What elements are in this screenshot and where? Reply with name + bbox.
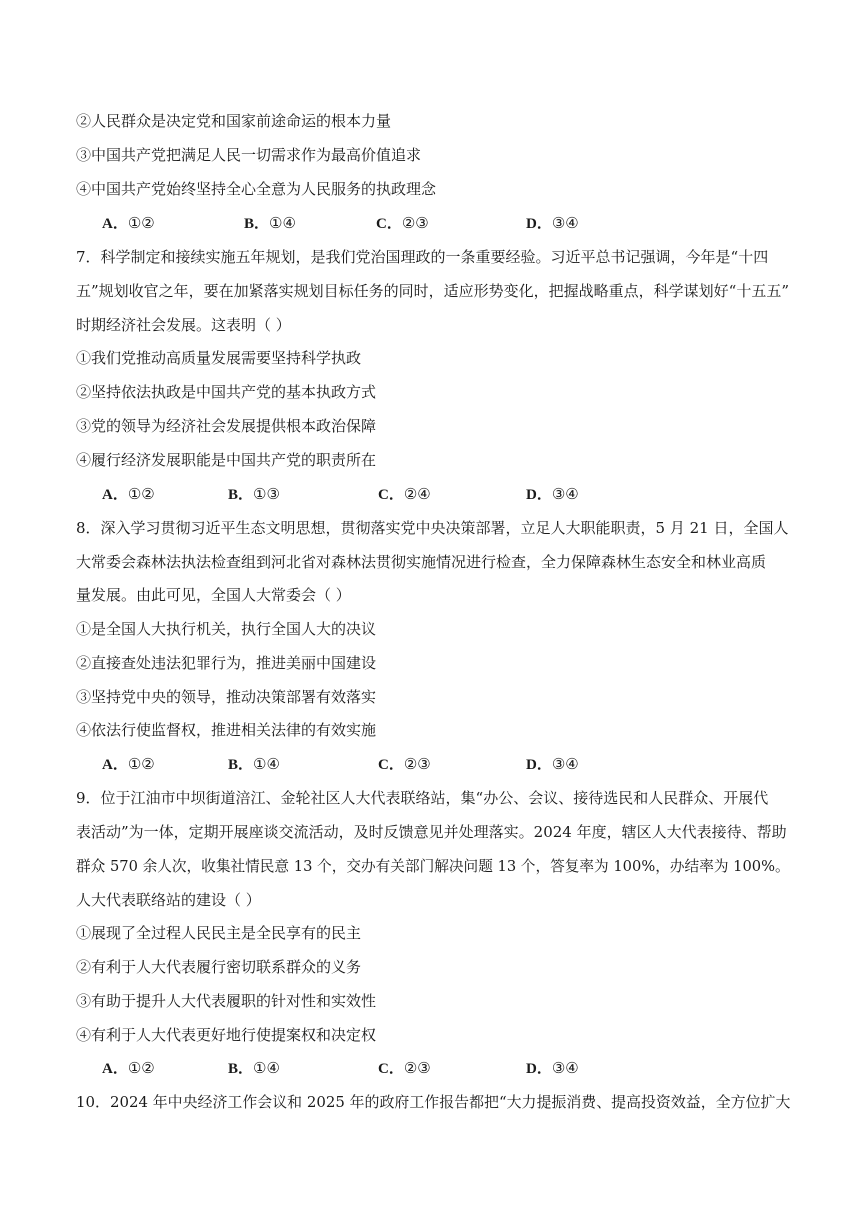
- question-stem: 五”规划收官之年，要在加紧落实规划目标任务的同时，适应形势变化，把握战略重点，科学谋划好“十五五”: [76, 282, 790, 300]
- question-stem: 量发展。由此可见，全国人大常委会（ ）: [76, 586, 351, 604]
- statement: ④中国共产党始终坚持全心全意为人民服务的执政理念: [76, 180, 437, 198]
- option-d[interactable]: D．③④: [526, 485, 579, 503]
- option-d[interactable]: D．③④: [526, 214, 579, 232]
- statement: ②人民群众是决定党和国家前途命运的根本力量: [76, 112, 392, 130]
- statement: ③有助于提升人大代表履职的针对性和实效性: [76, 992, 377, 1010]
- statement: ④依法行使监督权，推进相关法律的有效实施: [76, 721, 377, 739]
- option-c[interactable]: C．②③: [378, 755, 431, 773]
- question-stem: 9．位于江油市中坝街道涪江、金轮社区人大代表联络站，集“办公、会议、接待选民和人民群众、开展代: [76, 789, 769, 807]
- option-c[interactable]: C．②③: [376, 214, 429, 232]
- option-b[interactable]: B．①④: [228, 755, 280, 773]
- statement: ③党的领导为经济社会发展提供根本政治保障: [76, 417, 377, 435]
- statement: ③坚持党中央的领导，推动决策部署有效落实: [76, 688, 377, 706]
- statement: ①展现了全过程人民民主是全民享有的民主: [76, 924, 362, 942]
- statement: ③中国共产党把满足人民一切需求作为最高价值追求: [76, 146, 422, 164]
- option-d[interactable]: D．③④: [526, 1059, 579, 1077]
- option-b[interactable]: B．①④: [228, 1059, 280, 1077]
- option-a[interactable]: A．①②: [102, 755, 155, 773]
- option-a[interactable]: A．①②: [102, 485, 155, 503]
- question-stem: 人大代表联络站的建设（ ）: [76, 891, 261, 909]
- question-stem: 大常委会森林法执法检查组到河北省对森林法贯彻实施情况进行检查，全力保障森林生态安全和林业高质: [76, 553, 767, 571]
- question-stem: 群众 570 余人次，收集社情民意 13 个，交办有关部门解决问题 13 个，答复率为 100%，办结率为 100%。: [76, 857, 790, 875]
- option-c[interactable]: C．②③: [378, 1059, 431, 1077]
- question-stem: 10．2024 年中央经济工作会议和 2025 年的政府工作报告都把“大力提振消费、提高投资效益，全方位扩大: [76, 1093, 791, 1111]
- question-stem: 8．深入学习贯彻习近平生态文明思想，贯彻落实党中央决策部署，立足人大职能职责，5 月 21 日，全国人: [76, 519, 789, 537]
- statement: ①我们党推动高质量发展需要坚持科学执政: [76, 349, 362, 367]
- option-a[interactable]: A．①②: [102, 214, 155, 232]
- option-b[interactable]: B．①④: [244, 214, 296, 232]
- question-stem: 7．科学制定和接续实施五年规划，是我们党治国理政的一条重要经验。习近平总书记强调，今年是“十四: [76, 248, 769, 266]
- statement: ①是全国人大执行机关，执行全国人大的决议: [76, 620, 377, 638]
- question-stem: 表活动”为一体，定期开展座谈交流活动，及时反馈意见并处理落实。2024 年度，辖区人大代表接待、帮助: [76, 823, 787, 841]
- statement: ②有利于人大代表履行密切联系群众的义务: [76, 958, 362, 976]
- question-stem: 时期经济社会发展。这表明（ ）: [76, 316, 291, 334]
- option-d[interactable]: D．③④: [526, 755, 579, 773]
- statement: ④履行经济发展职能是中国共产党的职责所在: [76, 451, 377, 469]
- statement: ②坚持依法执政是中国共产党的基本执政方式: [76, 383, 377, 401]
- statement: ④有利于人大代表更好地行使提案权和决定权: [76, 1026, 377, 1044]
- option-c[interactable]: C．②④: [378, 485, 431, 503]
- option-a[interactable]: A．①②: [102, 1059, 155, 1077]
- statement: ②直接查处违法犯罪行为，推进美丽中国建设: [76, 654, 377, 672]
- option-b[interactable]: B．①③: [228, 485, 280, 503]
